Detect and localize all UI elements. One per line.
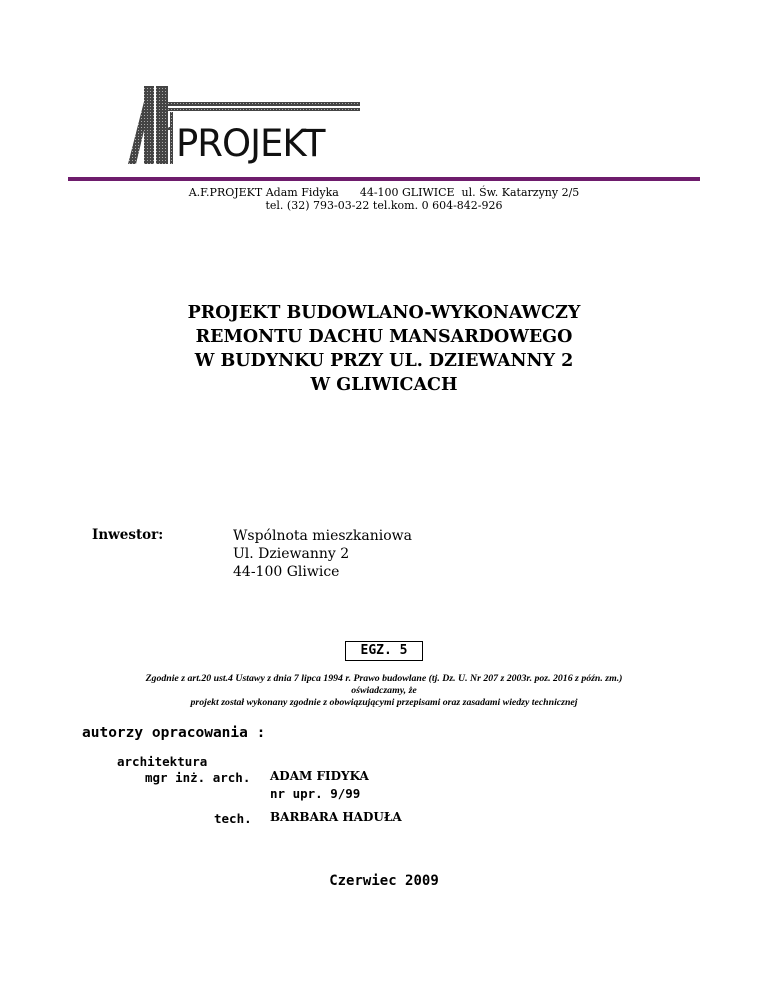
logo-text: PROJEKT [176,122,325,165]
architecture-label: architektura [117,754,208,769]
title-line-2: REMONTU DACHU MANSARDOWEGO [195,327,573,347]
document-title [0,301,768,397]
tech-label: tech. [214,811,252,826]
copy-number-box: EGZ. 5 [345,641,423,661]
architect-title: mgr inż. arch. [145,770,251,785]
title-line-3: W BUDYNKU PRZY UL. DZIEWANNY 2 [194,351,574,371]
tech-name: BARBARA HADUŁA [270,810,402,824]
legal-statement-line-3: projekt został wykonany zgodnie z obowiązującymi przepisami oraz zasadami wiedzy technicznej [190,697,578,708]
investor-city: 44-100 Gliwice [233,564,340,580]
company-address: A.F.PROJEKT Adam Fidyka 44-100 GLIWICE ul. Św. Katarzyny 2/5 [188,186,580,199]
investor-name: Wspólnota mieszkaniowa [233,528,412,544]
investor-details [233,527,412,581]
legal-statement-line-1: Zgodnie z art.20 ust.4 Ustawy z dnia 7 lipca 1994 r. Prawo budowlane (tj. Dz. U. Nr 207 z 2003r. poz. 2016 z późn. zm.) [145,673,623,684]
investor-label: Inwestor: [92,527,164,543]
header-rule [68,177,700,181]
legal-statement-line-2: oświadczamy, że [351,685,417,696]
architect-name: ADAM FIDYKA [270,769,369,783]
title-line-1: PROJEKT BUDOWLANO-WYKONAWCZY [187,303,581,323]
investor-street: Ul. Dziewanny 2 [233,546,350,562]
company-phone: tel. (32) 793-03-22 tel.kom. 0 604-842-926 [265,199,503,212]
company-logo [126,76,362,172]
authors-heading: autorzy opracowania : [82,725,266,741]
document-date: Czerwiec 2009 [329,873,439,889]
architect-permit-number: nr upr. 9/99 [270,786,361,801]
title-line-4: W GLIWICACH [310,375,458,395]
